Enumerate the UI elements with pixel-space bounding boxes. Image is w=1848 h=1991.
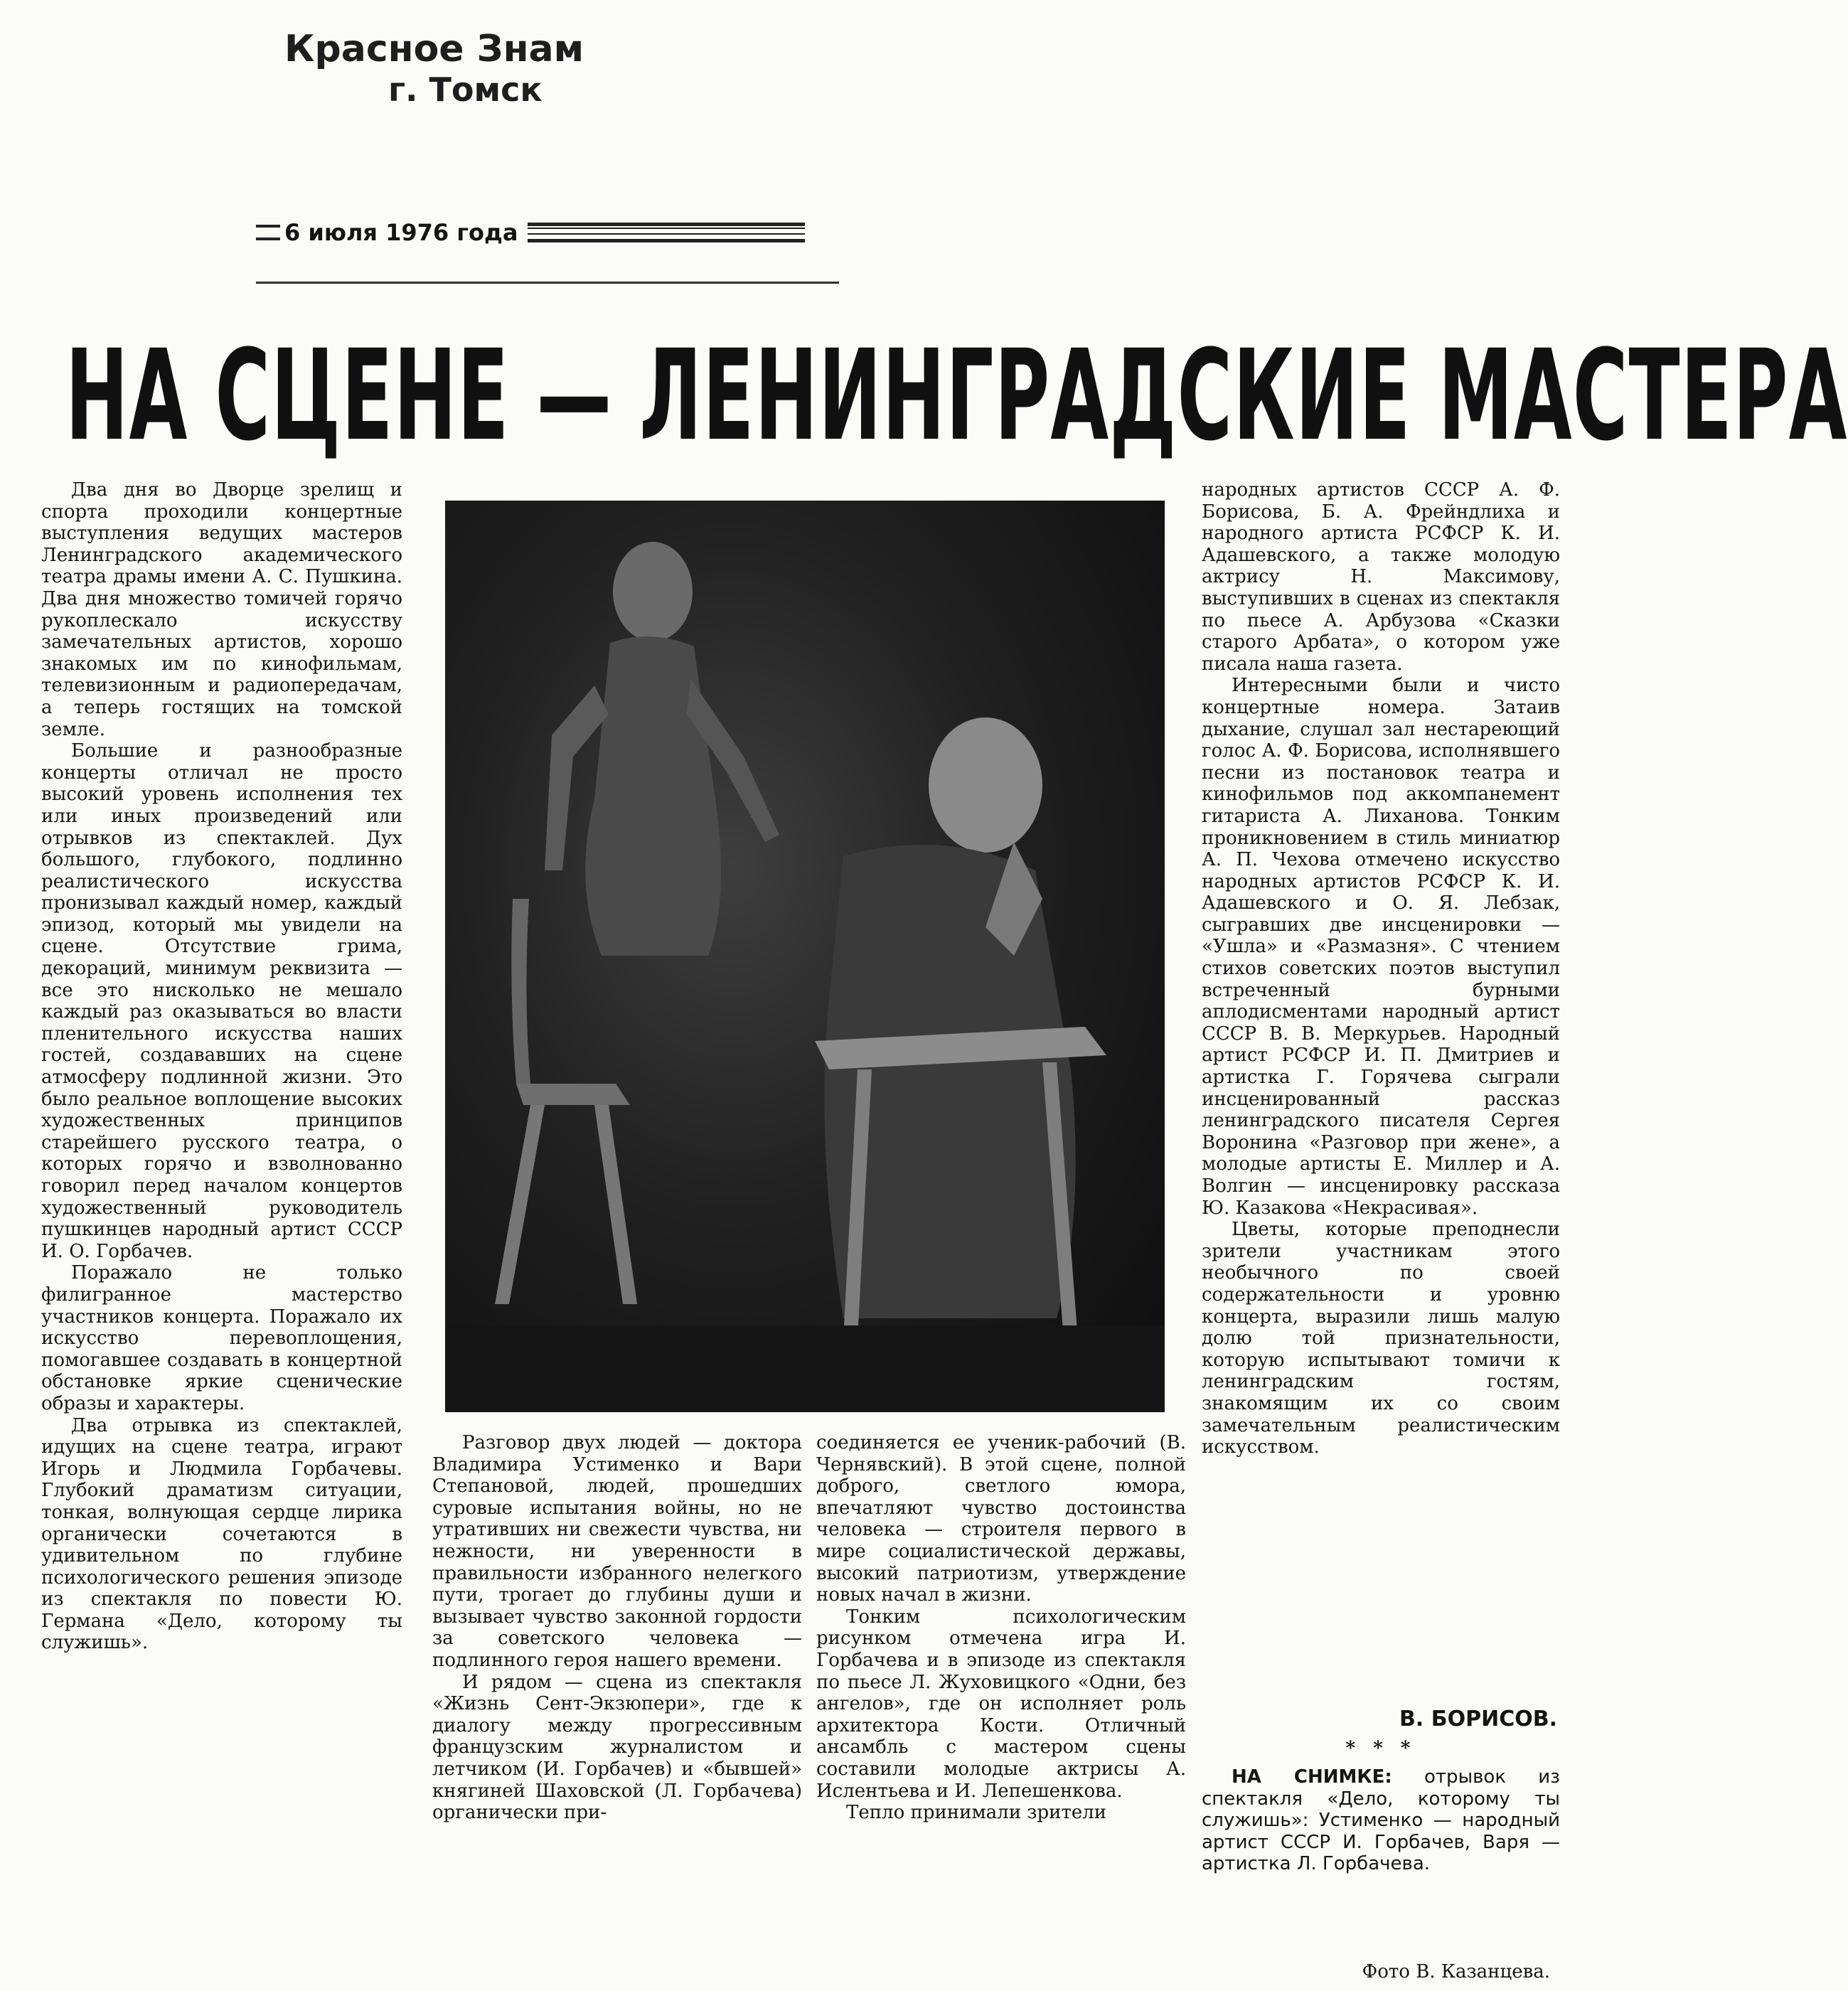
newspaper-name: Красное Знам [284, 28, 584, 70]
paragraph: Интересными были и чисто концертные номера. Затаив дыхание, слушал зал нестареющий голос А. Ф. Борисова, исполнявшего песни из постановок театра и кинофильмов под аккомпанемент гитариста А. Лиханова. Тонким проникновением в стиль миниатюр А. П. Чехова отмечено искусство народных артистов РСФСР К. И. Адашевского и О. Я. Лебзак, сыгравших две инсценировки — «Ушла» и «Размазня». С чтением стихов советских поэтов выступил встреченный бурными аплодисментами народный артист СССР В. В. Меркурьев. Народный артист РСФСР И. П. Дмитриев и артистка Г. Горячева сыграли инсценированный рассказ ленинградского писателя Сергея Воронина «Разговор при жене», а молодые артисты Е. Миллер и А. Волгин — инсценировку рассказа Ю. Казакова «Некрасивая». [1202, 675, 1560, 1219]
paragraph: Два отрывка из спектаклей, идущих на сцене театра, играют Игорь и Людмила Горбачевы. Глубокий драматизм ситуации, тонкая, волнующая сердце лирика органически сочетаются в удивительном по глубине психологического решения эпизоде из спектакля по повести Ю. Германа «Дело, которому ты служишь». [41, 1414, 402, 1654]
paragraph: Разговор двух людей — доктора Владимира Устименко и Вари Степановой, людей, прошедших суровые испытания войны, но не утративших ни свежести чувства, ни нежности, ни уверенности в правильности избранного нелегкого пути, трогает до глубины души и вызывает чувство законной гордости за советского человека — подлинного героя нашего времени. [432, 1432, 802, 1671]
paragraph: Тонким психологическим рисунком отмечена игра И. Горбачева и в эпизоде из спектакля по пьесе Л. Жуховицкого «Одни, без ангелов», где он исполняет роль архитектора Кости. Отличный ансамбль с мастером сцены составили молодые актрисы А. Ислентьева и И. Лепешенкова. [816, 1606, 1186, 1802]
caption-lead: НА СНИМКЕ: [1232, 1766, 1392, 1788]
paragraph: Большие и разнообразные концерты отличал не просто высокий уровень исполнения тех или иных произведений или отрывков из спектаклей. Дух большого, глубокого, подлинно реалистического искусства пронизывал каждый номер, каждый эпизод, который мы увидели на сцене. Отсутствие грима, декораций, минимум реквизита — все это нисколько не мешало каждый раз оказываться во власти пленительного искусства наших гостей, создававших на сцене атмосферу подлинной жизни. Это было реальное воплощение высоких художественных принципов старейшего русского театра, о которых горячо и взволнованно говорил перед началом концертов художественный руководитель пушкинцев народный артист СССР И. О. Горбачев. [41, 740, 402, 1262]
author-signature: В. БОРИСОВ. [1399, 1707, 1557, 1731]
section-separator: * * * [1345, 1738, 1416, 1759]
paragraph: И рядом — сцена из спектакля «Жизнь Сент-Экзюпери», где к диалогу между прогрессивным французским журналистом и летчиком (И. Горбачев) и «бывшей» княгиней Шаховской (Л. Горбачева) органически при- [432, 1671, 802, 1824]
dateline-rule-left [256, 225, 280, 240]
article-column-1 [41, 479, 402, 1654]
newspaper-city: г. Томск [388, 70, 543, 109]
newspaper-stamp [284, 28, 668, 109]
paragraph: Тепло принимали зрители [846, 1802, 1107, 1824]
stage-photo [445, 501, 1165, 1412]
article-headline: НА СЦЕНЕ — ЛЕНИНГРАДСКИЕ МАСТЕРА [65, 323, 1848, 469]
article-column-3 [816, 1432, 1186, 1824]
paragraph: народных артистов СССР А. Ф. Борисова, Б. А. Фрейндлиха и народного артиста РСФСР К. И. Адашевского, а также молодую актрису Н. Максимову, выступивших в сценах из спектакля по пьесе А. Арбузова «Сказки старого Арбата», о котором уже писала наша газета. [1202, 479, 1560, 675]
photo-credit: Фото В. Казанцева. [1362, 1961, 1550, 1982]
dateline [256, 215, 805, 250]
caption-text: отрывок из спектакля «Дело, которому ты служишь»: Устименко — народный артист СССР И. Горбачев, Варя — артистка Л. Горбачева. [1202, 1766, 1560, 1875]
article-column-2 [432, 1432, 802, 1824]
issue-date: 6 июля 1976 года [284, 219, 518, 246]
paragraph: Два дня во Дворце зрелищ и спорта проходили концертные выступления ведущих мастеров Ленинградского академического театра драмы имени А. С. Пушкина. Два дня множество томичей горячо рукоплескало искусству замечательных артистов, хорошо знакомых им по кинофильмам, телевизионным и радиопередачам, а теперь гостящих на томской земле. [41, 479, 402, 740]
article-column-4 [1202, 479, 1560, 1458]
header-divider [256, 282, 839, 284]
paragraph: Поражало не только филигранное мастерство участников концерта. Поражало их искусство перевоплощения, помогавшее создавать в концертной обстановке яркие сценические образы и характеры. [41, 1262, 402, 1414]
photo-caption [1202, 1766, 1560, 1875]
paragraph: соединяется ее ученик-рабочий (В. Чернявский). В этой сцене, полной доброго, светлого юмора, впечатляют чувство достоинства человека — строителя первого в мире социалистической державы, высокий патриотизм, утверждение новых начал в жизни. [816, 1432, 1186, 1606]
paragraph: Цветы, которые преподнесли зрители участникам этого необычного по своей содержательности и уровню концерта, выразили лишь малую долю той признательности, которую испытывают томичи к ленинградским гостям, знакомящим их со своим замечательным реалистическим искусством. [1202, 1219, 1560, 1458]
dateline-rule-right [528, 223, 805, 242]
photo-illustration [445, 501, 1165, 1412]
